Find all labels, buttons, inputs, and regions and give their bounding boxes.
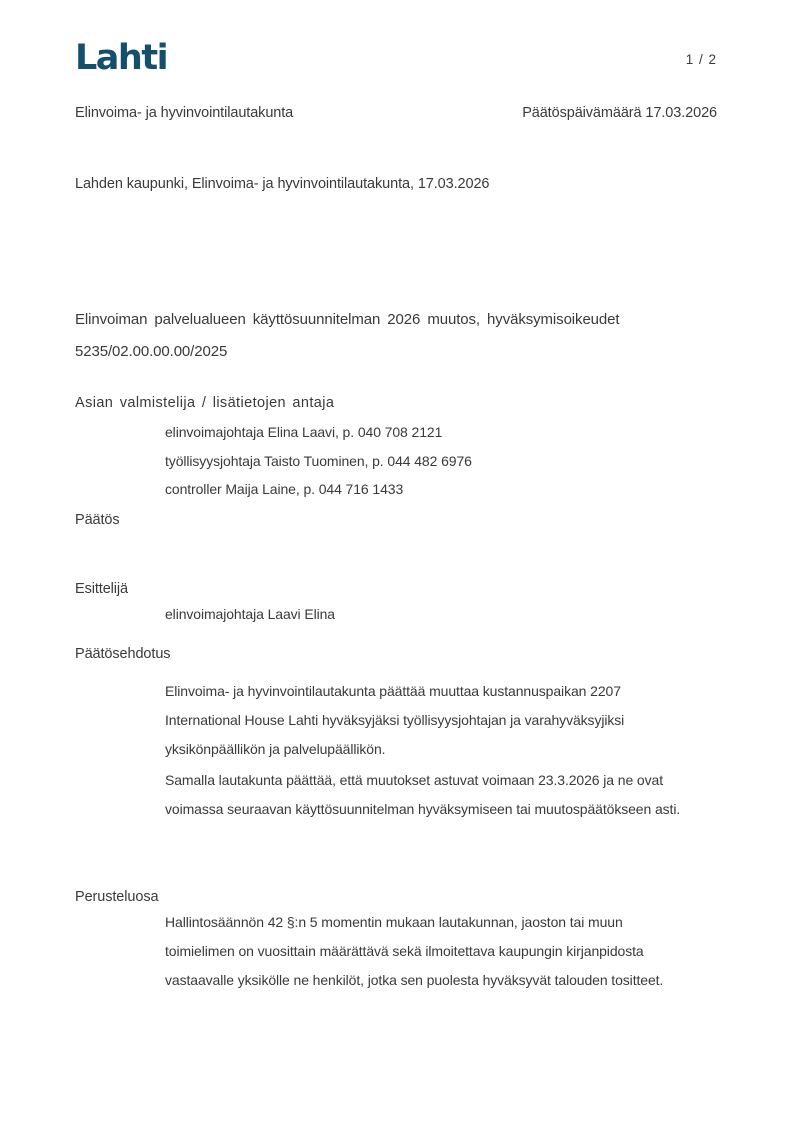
preparer-contact-line: työllisyysjohtaja Taisto Tuominen, p. 044 482 6976 [165,452,472,469]
paragraph-line: Hallintosäännön 42 §:n 5 momentin mukaan lautakunnan, jaoston tai muun [165,913,623,930]
paragraph-line: vastaavalle yksikölle ne henkilöt, jotka sen puolesta hyväksyvät talouden tositteet. [165,971,664,988]
paragraph-line: voimassa seuraavan käyttösuunnitelman hyväksymiseen tai muutospäätökseen asti. [165,800,681,817]
rationale-paragraph [165,908,717,995]
paragraph-line: Samalla lautakunta päättää, että muutokset astuvat voimaan 23.3.2026 ja ne ovat [165,771,663,788]
proposal-paragraph [165,766,717,824]
presenter-name: elinvoimajohtaja Laavi Elina [165,605,335,622]
decision-date: Päätöspäivämäärä 17.03.2026 [522,105,717,121]
paragraph-line: yksikönpäällikön ja palvelupäällikön. [165,740,386,757]
paragraph-line: toimielimen on vuosittain määrättävä sekä ilmoitettava kaupungin kirjanpidosta [165,942,644,959]
section-heading-presenter: Esittelijä [75,580,128,597]
title-block [75,304,717,368]
page-number: 1 / 2 [685,52,717,67]
case-number: 5235/02.00.00.00/2025 [75,343,228,360]
preparer-contacts [165,418,717,504]
proposal-paragraph [165,677,717,764]
paragraph-line: International House Lahti hyväksyjäksi työllisyysjohtajan ja varahyväksyjiksi [165,711,625,728]
lahti-logo: Lahti [75,38,168,78]
section-heading-proposal: Päätösehdotus [75,645,171,662]
document-header-row [75,105,717,121]
preparer-contact-line: elinvoimajohtaja Elina Laavi, p. 040 708 2121 [165,424,443,440]
section-heading-preparer: Asian valmistelija / lisätietojen antaja [75,395,335,411]
document-title: Elinvoiman palvelualueen käyttösuunnitelman 2026 muutos, hyväksymisoikeudet [75,311,620,328]
committee-name: Elinvoima- ja hyvinvointilautakunta [75,105,294,121]
document-reference-line: Lahden kaupunki, Elinvoima- ja hyvinvointilautakunta, 17.03.2026 [75,176,490,192]
page-top-row [75,40,717,76]
preparer-contact-line: controller Maija Laine, p. 044 716 1433 [165,481,404,497]
section-heading-rationale: Perusteluosa [75,888,159,905]
section-heading-decision: Päätös [75,511,120,528]
paragraph-line: Elinvoima- ja hyvinvointilautakunta päättää muuttaa kustannuspaikan 2207 [165,682,621,699]
